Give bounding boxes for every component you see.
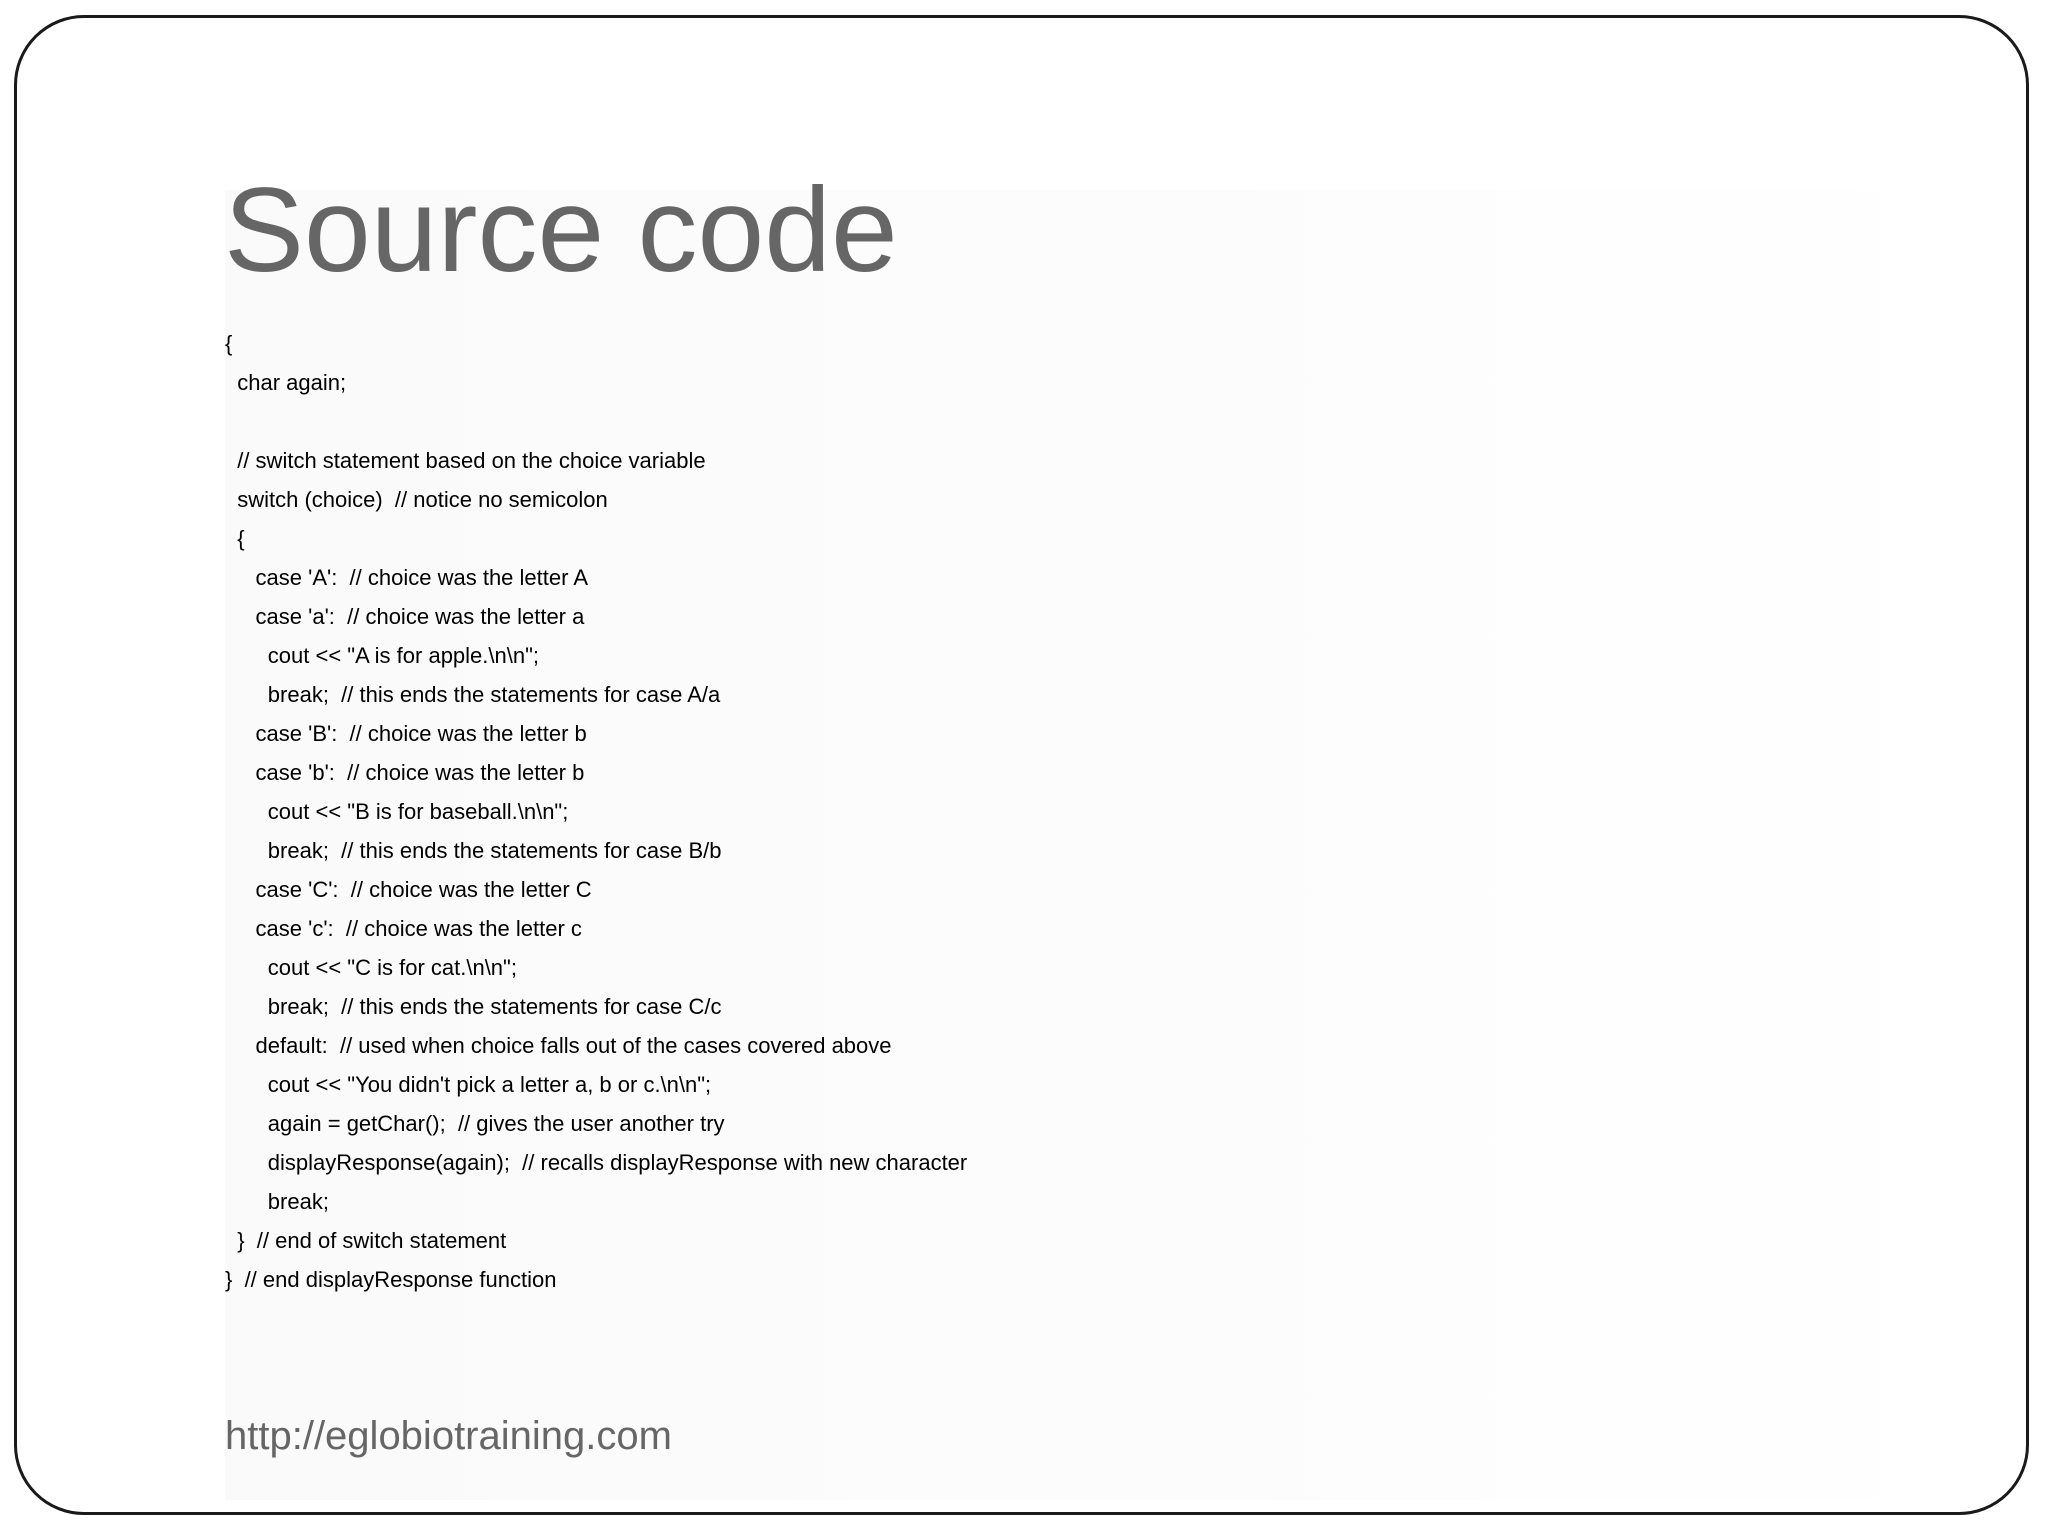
code-line: break; // this ends the statements for case B/b — [225, 838, 722, 863]
code-line: displayResponse(again); // recalls displayResponse with new character — [225, 1150, 968, 1175]
code-line: cout << "C is for cat.\n\n"; — [225, 955, 517, 980]
code-line: case 'B': // choice was the letter b — [225, 721, 587, 746]
code-line — [225, 402, 967, 441]
code-line: break; // this ends the statements for case C/c — [225, 994, 722, 1019]
slide-title: Source code — [224, 163, 898, 297]
code-line: { — [225, 331, 233, 356]
code-line: } // end displayResponse function — [225, 1267, 557, 1292]
code-line: again = getChar(); // gives the user another try — [225, 1111, 725, 1136]
code-line: cout << "B is for baseball.\n\n"; — [225, 799, 569, 824]
footer-url[interactable]: http://eglobiotraining.com — [225, 1414, 672, 1458]
code-line: { — [225, 526, 245, 551]
code-line: case 'c': // choice was the letter c — [225, 916, 582, 941]
code-line: cout << "A is for apple.\n\n"; — [225, 643, 540, 668]
code-line: cout << "You didn't pick a letter a, b or c.\n\n"; — [225, 1072, 712, 1097]
code-line: case 'b': // choice was the letter b — [225, 760, 585, 785]
code-line: } // end of switch statement — [225, 1228, 507, 1253]
code-line: case 'A': // choice was the letter A — [225, 565, 589, 590]
code-line: // switch statement based on the choice variable — [225, 448, 706, 473]
code-line: case 'C': // choice was the letter C — [225, 877, 592, 902]
code-line: char again; — [225, 370, 347, 395]
code-block — [225, 324, 967, 1299]
code-line: switch (choice) // notice no semicolon — [225, 487, 608, 512]
code-line: break; // this ends the statements for case A/a — [225, 682, 721, 707]
code-line: case 'a': // choice was the letter a — [225, 604, 585, 629]
code-line: break; — [225, 1189, 329, 1214]
code-line: default: // used when choice falls out of the cases covered above — [225, 1033, 892, 1058]
